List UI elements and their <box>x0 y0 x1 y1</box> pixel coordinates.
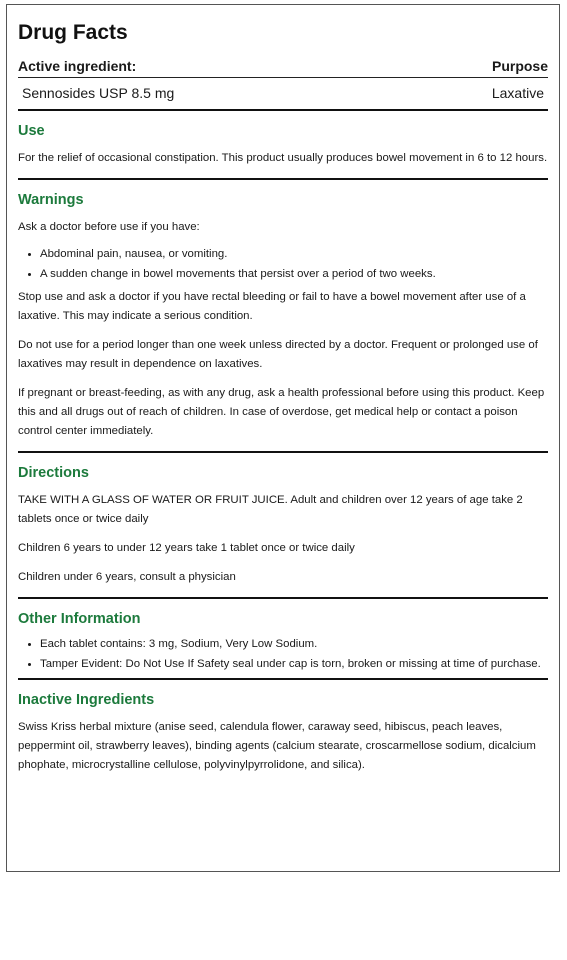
active-ingredient-row <box>18 78 548 109</box>
section-divider <box>18 597 548 599</box>
directions-children-6-12: Children 6 years to under 12 years take 1 tablet once or twice daily <box>18 542 355 554</box>
warnings-do-not-use: Do not use for a period longer than one week unless directed by a doctor. Frequent or prolonged use of laxatives may result in dependence on laxatives. <box>18 339 538 370</box>
list-item: • Tamper Evident: Do Not Use If Safety seal under cap is torn, broken or missing at time of purchase. <box>40 657 548 672</box>
list-item: • Each tablet contains: 3 mg, Sodium, Very Low Sodium. <box>40 637 548 652</box>
section-divider <box>18 678 548 680</box>
list-item: • A sudden change in bowel movements that persist over a period of two weeks. <box>40 267 548 282</box>
ingredient-purpose: Laxative <box>491 85 544 101</box>
active-ingredient-header <box>18 58 548 78</box>
section-divider <box>18 109 548 111</box>
warnings-list <box>18 247 548 282</box>
purpose-label: Purpose <box>491 58 548 74</box>
use-heading: Use <box>18 123 45 139</box>
ingredient-name: Sennosides USP 8.5 mg <box>22 85 175 101</box>
other-info-heading: Other Information <box>18 611 141 627</box>
warnings-heading: Warnings <box>18 192 84 208</box>
section-divider <box>18 178 548 180</box>
list-item: • Abdominal pain, nausea, or vomiting. <box>40 247 548 262</box>
directions-adults: TAKE WITH A GLASS OF WATER OR FRUIT JUICE. Adult and children over 12 years of age take 2 tablets once or twice daily <box>18 494 523 525</box>
other-info-list <box>18 637 548 672</box>
directions-heading: Directions <box>18 465 89 481</box>
warnings-intro: Ask a doctor before use if you have: <box>18 221 200 233</box>
active-ingredient-label: Active ingredient: <box>18 58 137 74</box>
warnings-stop-use: Stop use and ask a doctor if you have rectal bleeding or fail to have a bowel movement after use of a laxative. This may indicate a serious condition. <box>18 291 526 322</box>
drug-facts-panel <box>6 4 560 872</box>
inactive-ingredients-heading: Inactive Ingredients <box>18 692 155 708</box>
page-title: Drug Facts <box>18 21 128 44</box>
section-divider <box>18 451 548 453</box>
directions-children-under-6: Children under 6 years, consult a physician <box>18 571 236 583</box>
inactive-ingredients-text: Swiss Kriss herbal mixture (anise seed, calendula flower, caraway seed, hibiscus, peach leaves, peppermint oil, strawberry leaves), binding agents (calcium stearate, croscarmellose sodium, dicalcium phophate, microcrystalline cellulose, polyvinylpyrrolidone, and silica). <box>18 721 536 771</box>
use-text: For the relief of occasional constipation. This product usually produces bowel movement in 6 to 12 hours. <box>18 152 548 164</box>
warnings-pregnancy: If pregnant or breast-feeding, as with any drug, ask a health professional before using this product. Keep this and all drugs out of reach of children. In case of overdose, get medical help or contact a poison control center immediately. <box>18 387 545 437</box>
